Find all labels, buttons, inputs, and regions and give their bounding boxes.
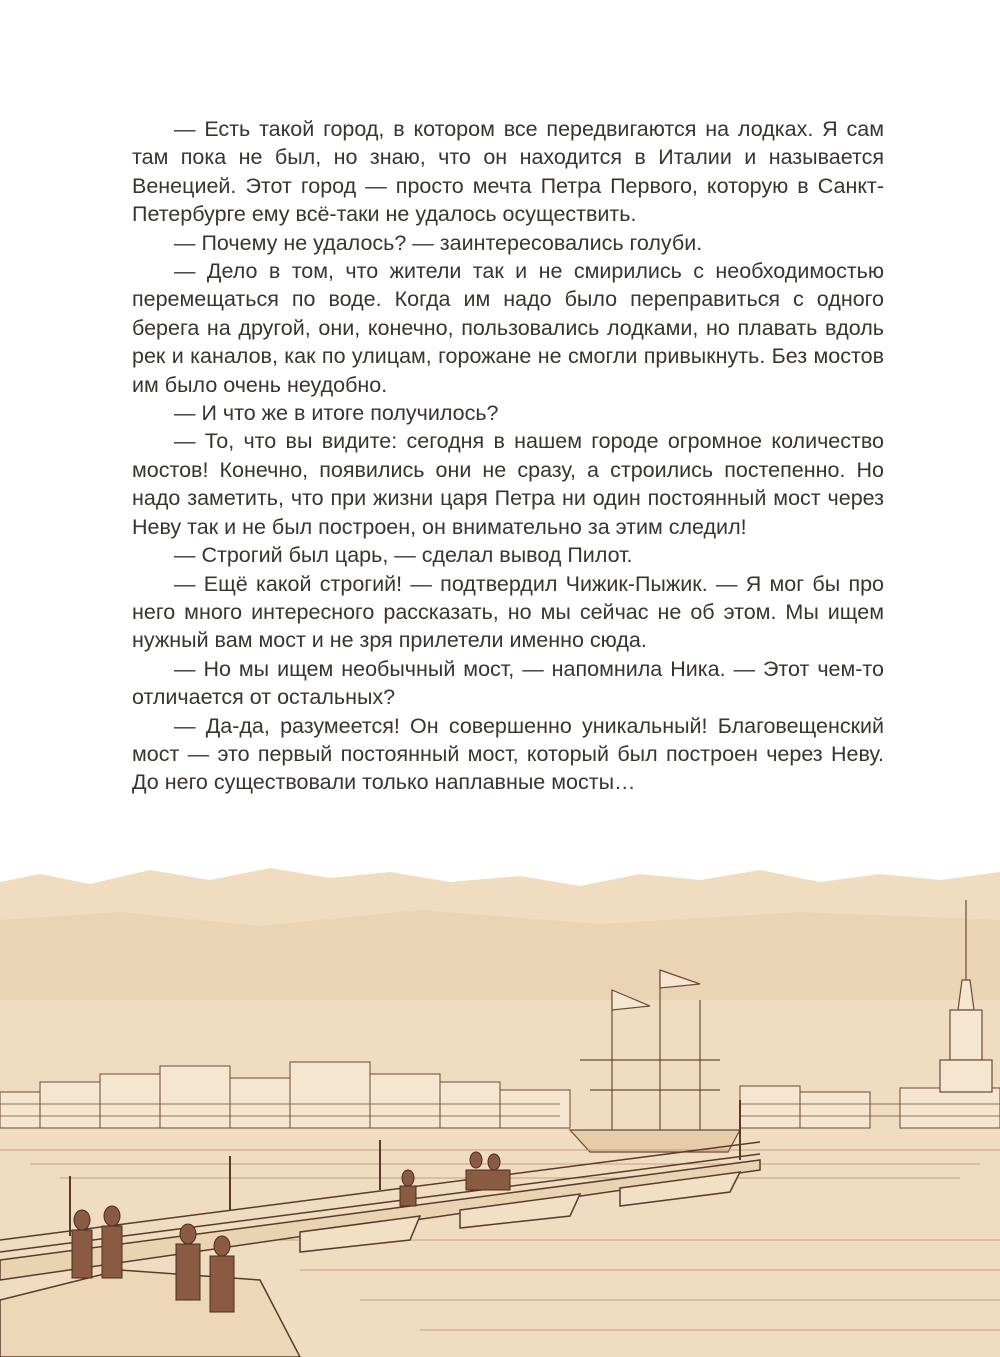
paragraph: — Почему не удалось? — заинтересовались голуби. [174, 230, 703, 255]
bridge-illustration [0, 860, 1000, 1357]
story-text [132, 115, 884, 797]
engraving-image [0, 860, 1000, 1357]
paragraph: — Ещё какой строгий! — подтвердил Чижик-Пыжик. — Я мог бы про него много интересного рассказать, но мы сейчас не об этом. Мы ищем нужный вам мост и не зря прилетели именно сюда. [132, 571, 884, 653]
paragraph: — Строгий был царь, — сделал вывод Пилот. [174, 543, 633, 568]
paragraph: — И что же в итоге получилось? [174, 401, 499, 426]
paragraph: — Но мы ищем необычный мост, — напомнила Ника. — Этот чем-то отличается от остальных? [132, 656, 884, 710]
paragraph: — Есть такой город, в котором все передвигаются на лодках. Я сам там пока не был, но знаю, что он находится в Италии и называется Венецией. Этот город — просто мечта Петра Первого, которую в Санкт-Петербурге ему всё-таки не удалось осуществить. [132, 117, 884, 227]
paragraph: — Дело в том, что жители так и не смирились с необходимостью перемещаться по воде. Когда им надо было переправиться с одного берега на другой, они, конечно, пользовались лодками, но плавать вдоль рек и каналов, как по улицам, горожане не смогли привыкнуть. Без мостов им было очень неудобно. [132, 259, 884, 397]
paper-shading [0, 910, 1000, 1000]
paragraph: — Да-да, разумеется! Он совершенно уникальный! Благовещенский мост — это первый постоянный мост, который был построен через Неву. До него существовали только наплавные мосты… [132, 713, 884, 795]
paragraph: — То, что вы видите: сегодня в нашем городе огромное количество мостов! Конечно, появились они не сразу, а строились постепенно. Но надо заметить, что при жизни царя Петра ни один постоянный мост через Неву так и не был построен, он внимательно за этим следил! [132, 429, 884, 539]
